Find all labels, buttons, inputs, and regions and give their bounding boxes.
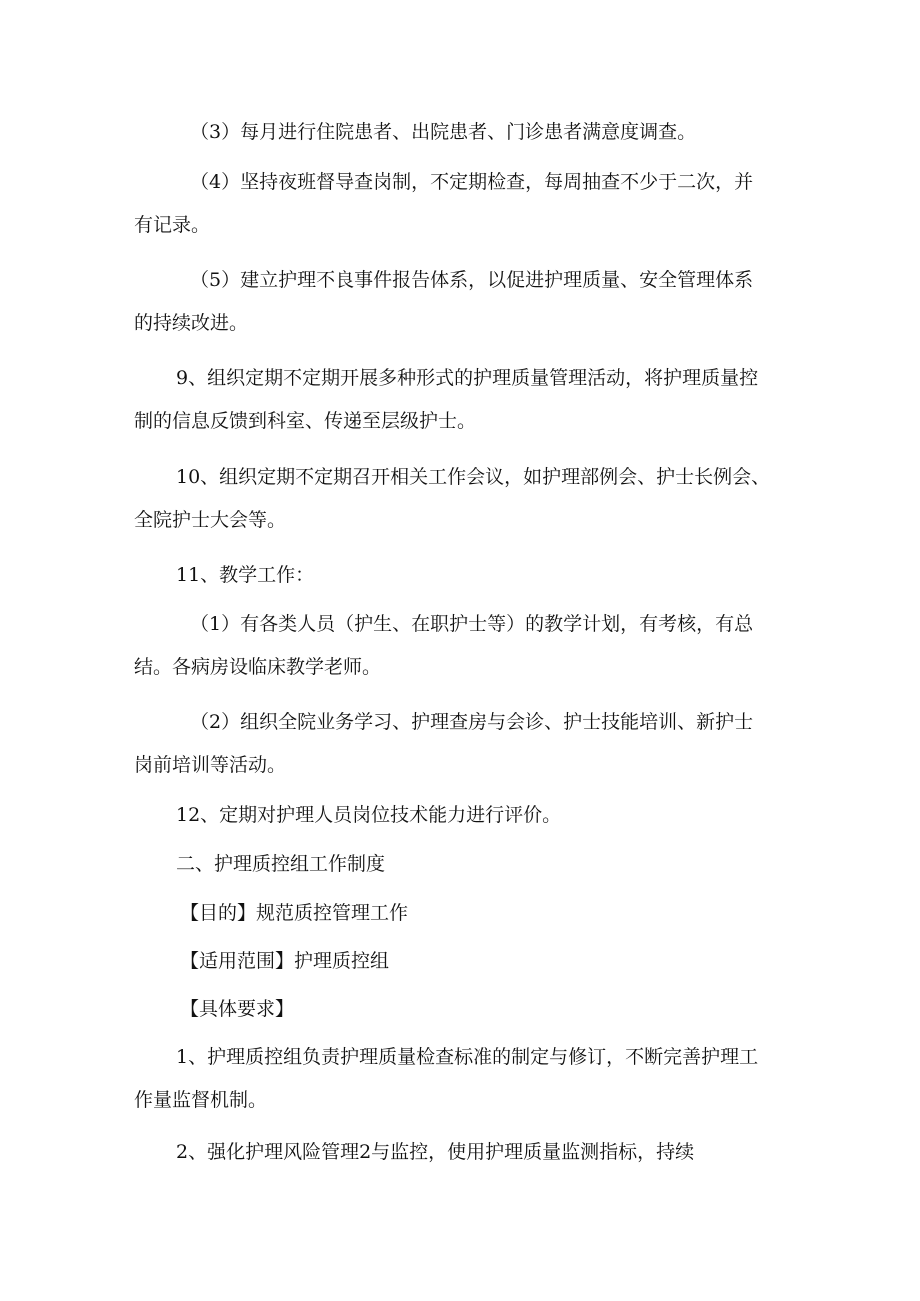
paragraph-section-9 [0,366,920,433]
section-heading [0,852,920,876]
text-line: 【具体要求】 [180,998,295,1020]
requirement-2 [0,1140,920,1164]
text-line: （5）建立护理不良事件报告体系，以促进护理质量、安全管理体系 [190,269,754,291]
purpose-line [0,901,920,925]
text-line: 10、组织定期不定期召开相关工作会议，如护理部例会、护士长例会、 [176,466,771,488]
requirement-1 [0,1045,920,1112]
text-line: 12、定期对护理人员岗位技术能力进行评价。 [176,804,562,826]
text-line: （1）有各类人员（护生、在职护士等）的教学计划，有考核，有总 [190,613,754,635]
paragraph-item-5 [0,268,920,335]
text-line: 作量监督机制。 [134,1089,268,1111]
text-line: 制的信息反馈到科室、传递至层级护士。 [134,410,477,432]
paragraph-item-4 [0,170,920,237]
text-line: 【适用范围】护理质控组 [180,950,390,972]
paragraph-item-2 [0,710,920,777]
text-line: 9、组织定期不定期开展多种形式的护理质量管理活动，将护理质量控 [176,367,759,389]
text-line: 有记录。 [134,214,211,236]
text-line: 岗前培训等活动。 [134,754,287,776]
text-line: （4）坚持夜班督导查岗制，不定期检查，每周抽查不少于二次，并 [190,171,754,193]
text-line: 的持续改进。 [134,312,249,334]
paragraph-item-3 [0,120,920,144]
paragraph-section-11 [0,563,920,587]
text-line: （3）每月进行住院患者、出院患者、门诊患者满意度调查。 [190,121,697,143]
text-line: （2）组织全院业务学习、护理查房与会诊、护士技能培训、新护士 [190,711,754,733]
text-line: 2、强化护理风险管理2与监控，使用护理质量监测指标，持续 [176,1141,695,1163]
text-line: 【目的】规范质控管理工作 [180,902,409,924]
text-line: 全院护士大会等。 [134,509,287,531]
text-line: 11、教学工作： [176,564,315,586]
text-line: 二、护理质控组工作制度 [176,853,386,875]
paragraph-item-1 [0,612,920,679]
paragraph-section-12 [0,803,920,827]
text-line: 1、护理质控组负责护理质量检查标准的制定与修订，不断完善护理工 [176,1046,759,1068]
text-line: 结。各病房设临床教学老师。 [134,656,382,678]
scope-line [0,949,920,973]
paragraph-section-10 [0,465,920,532]
requirements-heading [0,997,920,1021]
